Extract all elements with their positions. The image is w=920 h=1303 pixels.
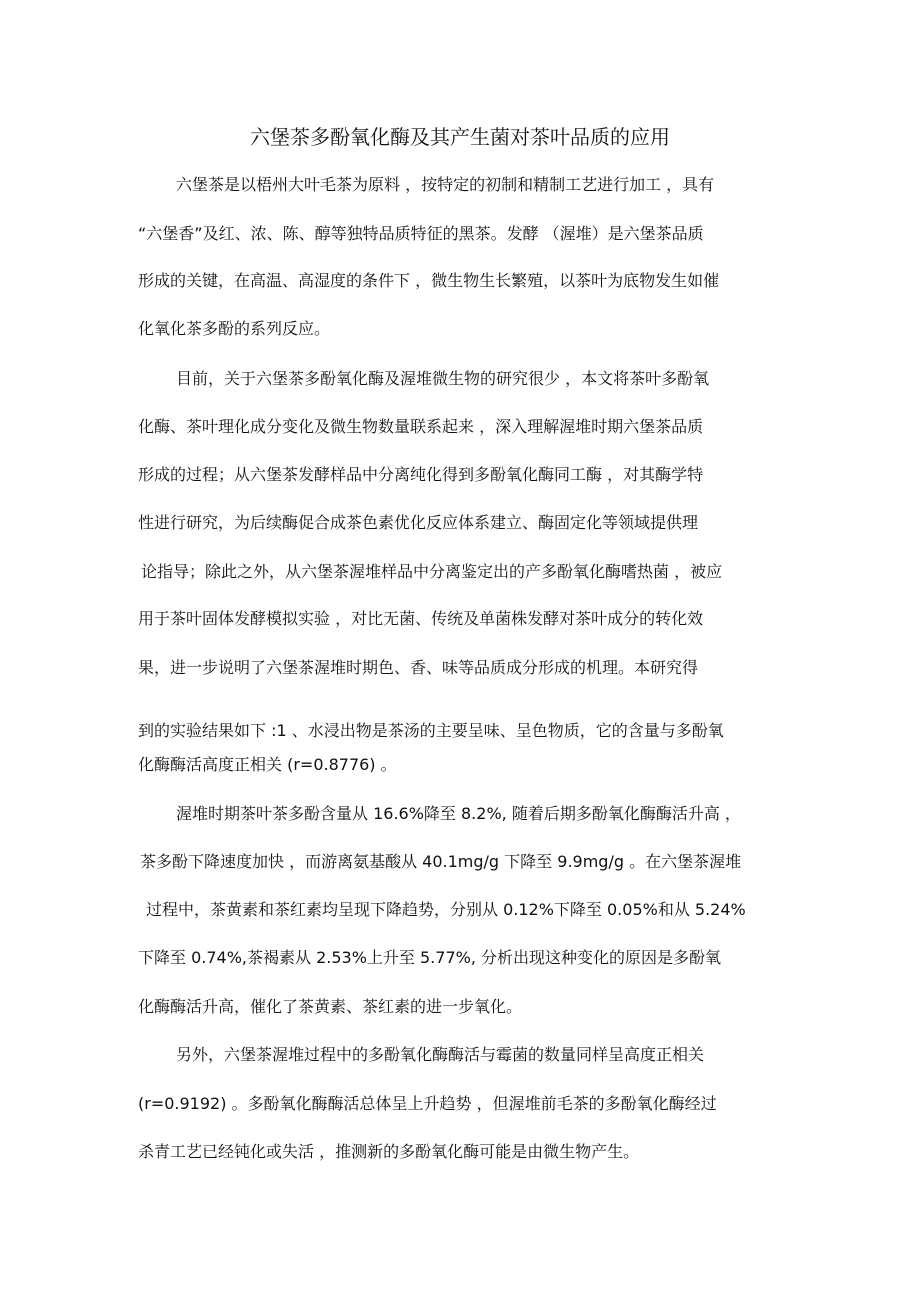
text-line: 另外，六堡茶渥堆过程中的多酚氧化酶酶活与霉菌的数量同样呈高度正相关: [176, 1045, 705, 1064]
text-line: 茶多酚下降速度加快 ，而游离氨基酸从 40.1mg/g 下降至 9.9mg/g 。在六堡茶渥堆: [140, 852, 742, 871]
text-line: 性进行研究，为后续酶促合成茶色素优化反应体系建立、酶固定化等领域提供理: [138, 513, 699, 532]
text-line: 杀青工艺已经钝化或失活 ，推测新的多酚氧化酶可能是由微生物产生。: [138, 1142, 640, 1161]
text-line: 渥堆时期茶叶茶多酚含量从 16.6%降至 8.2%, 随着后期多酚氧化酶酶活升高 ，: [176, 804, 741, 823]
text-line: 形成的过程；从六堡茶发酵样品中分离纯化得到多酚氧化酶同工酶 ，对其酶学特: [138, 465, 704, 484]
text-line: 六堡茶是以梧州大叶毛茶为原料 ，按特定的初制和精制工艺进行加工 ，具有: [176, 175, 715, 194]
text-line: 到的实验结果如下 :1 、水浸出物是茶汤的主要呈味、呈色物质，它的含量与多酚氧: [138, 721, 724, 740]
text-line: 下降至 0.74%,茶褐素从 2.53%上升至 5.77%, 分析出现这种变化的原因是多酚氧: [138, 948, 722, 967]
text-line: “六堡香”及红、浓、陈、醇等独特品质特征的黑茶。发酵 （渥堆）是六堡茶品质: [138, 224, 704, 243]
text-line: 果，进一步说明了六堡茶渥堆时期色、香、味等品质成分形成的机理。本研究得: [138, 658, 699, 677]
text-line: 用于茶叶固体发酵模拟实验 ，对比无菌、传统及单菌株发酵对茶叶成分的转化效: [138, 609, 704, 628]
text-line: (r=0.9192) 。多酚氧化酶酶活总体呈上升趋势 ，但渥堆前毛茶的多酚氧化酶经过: [138, 1094, 717, 1113]
text-line: 化酶酶活升高，催化了茶黄素、茶红素的进一步氧化。: [138, 997, 523, 1016]
text-line: 目前，关于六堡茶多酚氧化酶及渥堆微生物的研究很少 ，本文将茶叶多酚氧: [176, 369, 710, 388]
text-line: 化酶、茶叶理化成分变化及微生物数量联系起来 ，深入理解渥堆时期六堡茶品质: [138, 417, 704, 436]
text-line: 化氧化茶多酚的系列反应。: [138, 319, 331, 338]
text-line: 形成的关键，在高温、高湿度的条件下 ，微生物生长繁殖，以茶叶为底物发生如催: [138, 271, 720, 290]
document-title: 六堡茶多酚氧化酶及其产生菌对茶叶品质的应用: [250, 125, 670, 149]
text-line: 论指导；除此之外，从六堡茶渥堆样品中分离鉴定出的产多酚氧化酶嗜热菌 ，被应: [141, 562, 723, 581]
text-line: 化酶酶活高度正相关 (r=0.8776) 。: [138, 755, 397, 774]
text-line: 过程中，茶黄素和茶红素均呈现下降趋势，分别从 0.12%下降至 0.05%和从 5.24%: [146, 900, 746, 919]
